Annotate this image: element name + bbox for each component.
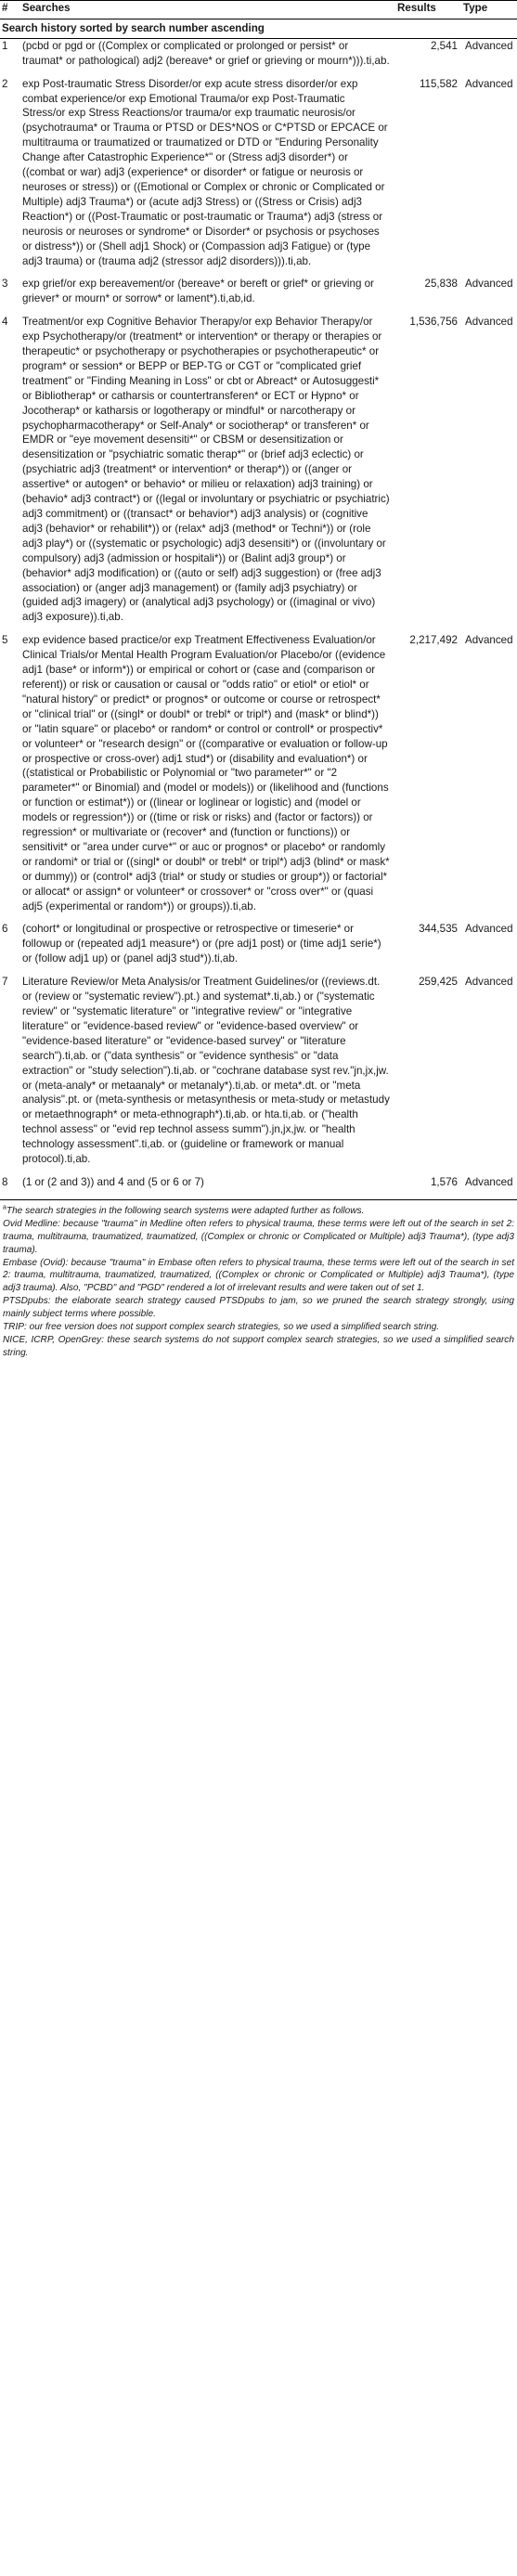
footnote-ovid xyxy=(3,1218,514,1257)
type-cell: Advanced xyxy=(465,923,513,936)
table-body xyxy=(0,19,517,1199)
search-number-cell: 3 xyxy=(2,278,8,291)
footnote-ovid-label: Ovid Medline: xyxy=(3,1218,60,1229)
type-cell: Advanced xyxy=(465,316,513,329)
search-number-cell: 6 xyxy=(2,923,8,936)
header-row xyxy=(0,1,517,19)
type-cell: Advanced xyxy=(465,39,513,52)
search-string-cell: Treatment/or exp Cognitive Behavior Therapy/or exp Behavior Therapy/or exp Psychotherapy/or (treatment* or intervention* or therapy or therapies or therapeutic* or psychotherapy or psychotherapies or psychotherapeutic* or program* or session* or BEPP or BEP-TG or CGT or "complicated grief treatment" or "Finding Meaning in Loss" or cbt or Abreact* or Autosuggesti* or Bibliotherap* or catharsis or countertransferen* or ECT or Hypno* or Jocotherap* or katharsis or logotherapy or mindful* or narcotherapy or psychopharmacotherapy* or Self-Analy* or sociotherap* or transferen* or EMDR or "eye movement desensiti*" or CBSM or desensitization or desensitization or "psychiatric somatic therap*" or (brief adj3 eclectic) or (psychiatric adj3 (treatment* or intervention* or therap*)) or ((anger or assertive* or autogen* or behavio* or milieu or relaxation) adj3 training) or (behavio* adj3 contract*) or ((legal or involuntary or psychiatric or psychiatric) adj3 commitment) or ((transact* or behavior*) adj3 analysis) or (cognitive adj3 (behavior* or rehabilit*)) or (relax* adj3 (method* or Techni*)) or (role adj3 play*) or ((systematic or psychologic) adj3 desensiti*) or ((involuntary or compulsory) adj3 (admission or hospitali*)) or (Balint adj3 group*) or (behavior* adj3 modification) or ((auto or self) adj3 suggestion) or (free adj3 association) or (anger adj3 management) or (family adj3 psychiatry) or (guided adj3 imagery) or (analytical adj3 psychology) or ((imaginal or vivo) adj3 exposure)).ti,ab. xyxy=(22,316,390,624)
type-cell: Advanced xyxy=(465,634,513,647)
search-number-cell: 4 xyxy=(2,316,8,329)
table-footnotes xyxy=(0,1200,517,1360)
search-number-cell: 7 xyxy=(2,976,8,989)
results-cell: 259,425 xyxy=(419,976,458,989)
footnote-trip-text: our free version does not support complex search strategies, so we used a simplified search string. xyxy=(29,1322,440,1333)
results-cell: 344,535 xyxy=(419,923,458,936)
search-string-cell: exp grief/or exp bereavement/or (bereave* or bereft or grief* or grieving or griever* or mourn* or sorrow* or lament*).ti,ab,id. xyxy=(22,278,374,305)
results-cell: 25,838 xyxy=(424,278,458,291)
footnote-trip xyxy=(3,1321,514,1334)
type-cell: Advanced xyxy=(465,976,513,989)
search-string-cell: Literature Review/or Meta Analysis/or Treatment Guidelines/or ((reviews.dt. or (review or "systematic review").pt.) and systemat*.ti,ab.) or ("systematic review" or "systematic literature" or "integrative review" or "integrative literature" or "evidence-based review" or "evidence-based overview" or "evidence-based literature" or "evidence-based survey" or "literature search").ti,ab. or ("data synthesis" or "evidence synthesis" or "data extraction" or "study selection").ti,ab. or "cochrane database syst rev."jn,jx,jw. or (meta-analy* or metaanaly* or metanaly*).ti,ab. or meta*.dt. or "meta analysis".pt. or (meta-synthesis or metasynthesis or meta-study or metastudy or metaethnograph* or meta-ethnograph*).ti,ab. or hta.ti,ab. or ("health technol assess" or "evid rep technol assess summ").jn,jx,jw. or "health technology assessment".ti,ab. or (guideline or framework or manual protocol).ti,ab. xyxy=(22,976,390,1166)
results-cell: 1,576 xyxy=(392,1175,461,1199)
type-cell: Advanced xyxy=(465,77,513,90)
search-number-cell: 5 xyxy=(2,634,8,647)
search-string-cell: exp Post-traumatic Stress Disorder/or exp acute stress disorder/or exp combat experience/or exp Emotional Trauma/or exp Post-Traumatic Stress/or exp Stress Reactions/or trauma/or exp traumatic neurosis/or (psychotrauma* or Trauma or PTSD or DES*NOS or C*PTSD or EPCACE or multitrauma or traumatized or traumatized or DTD or "Enduring Personality Change after Catastrophic Experience*" or (Stress adj3 disorder*) or ((combat or war) adj3 (experience* or disorder* or fatigue or neurosis or neuroses or stress)) or ((Emotional or Complex or chronic or Complicated or Multiple) adj3 Trauma*) or (acute adj3 Stress) or ((Stress or Crisis) adj3 Reaction*) or ((Post-Traumatic or post-traumatic or Trauma*) adj3 (stress or neurosis or neuroses or syndrome* or Disorder* or psychosis or psychoses or distress*)) or (Shell adj1 Shock) or (Compassion adj3 Fatigue) or (type adj3 trauma) or (trauma adj2 (stressor adj2 disorders))).ti,ab. xyxy=(22,77,388,267)
header-number: # xyxy=(0,1,20,19)
table-row xyxy=(0,315,517,633)
search-string-cell: (cohort* or longitudinal or prospective or retrospective or timeserie* or followup or (repeated adj1 measure*) or (pre adj1 post) or (time adj1 serie*) or (follow adj1 up) or (panel adj3 stud*)).ti,ab. xyxy=(22,923,381,965)
search-history-table xyxy=(0,0,517,1200)
footnote-ptsdpubs-label: PTSDpubs: xyxy=(3,1296,51,1307)
search-string-cell: (1 or (2 and 3)) and 4 and (5 or 6 or 7) xyxy=(20,1175,392,1199)
table-header xyxy=(0,1,517,19)
table-row xyxy=(0,975,517,1175)
footnote-nice-text: these search systems do not support complex search strategies, so we used a simplified search string. xyxy=(3,1334,514,1358)
footnote-embase-text: because "trauma" in Embase often refers to physical trauma, these terms were left out of the search in set 2: trauma, multitrauma, traumatized, traumatized, ((Complex or chronic or Complicated or Multiple) adj3 Trauma*), (type adj3 trauma). Also, "PCBD" and "PGD" rendered a lot of irrelevant results and were taken out of set 1. xyxy=(3,1257,514,1294)
search-string-cell: exp evidence based practice/or exp Treatment Effectiveness Evaluation/or Clinical Trials/or Mental Health Program Evaluation/or Placebo/or ((evidence adj1 (base* or inform*)) or empirical or cohort or (case and (comparison or referent)) or risk or causation or causal or "odds ratio" or etiol* or etiol* or "natural history" or predict* or prognos* or outcome or course or retrospect* or "clinical trial" or ((singl* or doubl* or trebl* or tripl*) and (mask* or blind*)) or "latin square" or placebo* or random* or control or controll* or prospectiv* or volunteer* or "research design" or ((comparative or evaluation or follow-up or prospective or cross-over) adj1 stud*) or (disability and evaluation*) or ((statistical or Probabilistic or Polynomial or "two parameter*" or "2 parameter*" or Binomial) and (model or models)) or (likelihood and (functions or function or estimat*)) or ((linear or loglinear or logistic) and (model or models or regression*)) or ((time or risk or risks) and (factor or factors)) or regression* or multivariate or (recover* and (function or functions)) or sensitivit* or "area under curve*" or auc or prognos* or placebo* or randomly or randomi* or trial or ((singl* or doubl* or trebl* or tripl*) adj3 (blind* or mask* or dummy)) or (control* adj3 (trial* or study or studies or group*)) or factorial* or allocat* or assign* or volunteer* or crossover* or "cross over*" or (quasi adj5 (experimental or random*)) or groups)).ti,ab. xyxy=(22,634,390,913)
header-searches: Searches xyxy=(20,1,392,19)
results-cell: 115,582 xyxy=(419,77,458,90)
footnote-trip-label: TRIP: xyxy=(3,1322,27,1333)
table-row xyxy=(0,77,517,278)
footnote-intro-text: The search strategies in the following search systems were adapted further as follows. xyxy=(6,1205,365,1216)
header-type: Type xyxy=(461,1,517,19)
results-cell: 2,217,492 xyxy=(409,634,458,647)
footnote-embase xyxy=(3,1257,514,1296)
table-row xyxy=(0,38,517,76)
table-row xyxy=(0,277,517,315)
search-string-cell: (pcbd or pgd or ((Complex or complicated or prolonged or persist* or traumat* or pathological) adj2 (bereave* or grief or grieving or mourn*))).ti,ab. xyxy=(22,39,390,67)
header-results: Results xyxy=(392,1,461,19)
results-cell: 1,536,756 xyxy=(409,316,458,329)
subheader-text: Search history sorted by search number ascending xyxy=(0,19,517,38)
table-row xyxy=(0,633,517,922)
search-number-cell: 1 xyxy=(2,39,8,52)
subheader-row xyxy=(0,19,517,38)
footnote-nice-label: NICE, ICRP, OpenGrey: xyxy=(3,1334,104,1345)
footnote-intro xyxy=(3,1205,514,1218)
type-cell: Advanced xyxy=(461,1175,517,1199)
footnote-ovid-text: because "trauma" in Medline often refers to physical trauma, these terms were left out of the search in set 2: trauma, multitrauma, traumatized, traumatized, ((Complex or chronic or Complicated or Multiple) adj3 Trauma*), (type adj3 trauma). xyxy=(3,1218,514,1255)
search-number-cell: 8 xyxy=(0,1175,20,1199)
table-row xyxy=(0,1175,517,1199)
search-number-cell: 2 xyxy=(2,77,8,90)
footnote-ptsdpubs xyxy=(3,1295,514,1321)
footnote-marker: a xyxy=(3,1204,6,1211)
results-cell: 2,541 xyxy=(430,39,458,52)
type-cell: Advanced xyxy=(465,278,513,291)
footnote-nice xyxy=(3,1334,514,1360)
footnote-embase-label: Embase (Ovid): xyxy=(3,1257,69,1268)
table-row xyxy=(0,922,517,975)
footnote-ptsdpubs-text: the elaborate search strategy caused PTSDpubs to jam, so we pruned the search strategy strongly, using mainly subject terms where possible. xyxy=(3,1296,514,1320)
